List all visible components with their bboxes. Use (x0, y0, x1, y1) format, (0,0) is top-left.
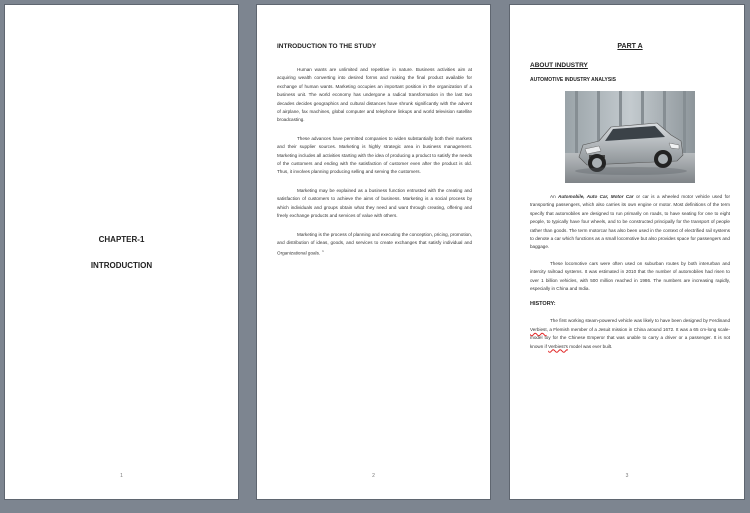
paragraph-text: Marketing is the process of planning and executing the conception, pricing, promotion, and distribution of ideas, goods, and services to create exchanges that satisfy individual and Organizational goals. (277, 231, 472, 256)
paragraph (530, 193, 730, 252)
subsection-heading: AUTOMOTIVE INDUSTRY ANALYSIS (530, 77, 616, 83)
chapter-label: CHAPTER-1 (98, 235, 145, 244)
paragraph-lead: An (550, 194, 559, 199)
paragraph-text: model was ever built. (567, 343, 613, 349)
paragraph-text: , a Flemish member of a Jesuit mission in China around 1672. It was a 65 cm-long scale-model toy for the Chinese Emperor that was unable to carry a driver or a passenger. It is not known if (530, 326, 730, 349)
page-number: 1 (120, 473, 123, 479)
page-2 (256, 4, 491, 500)
paragraph-text: or car is a wheeled motor vehicle used for transporting passengers, which also carries its own engine or motor. Most definitions of the term specify that automobiles are designed to run primarily on roads, to have seating for one to eight people, to typically have four wheels, and to be constructed principally for the transport of people rather than goods. The term motorcar has also been used in the context of electrified rail systems to denote a car which functions as a small locomotive but also provides space for passengers and baggage. (530, 194, 730, 250)
chapter-heading (5, 227, 238, 279)
car-photo-icon (565, 91, 695, 183)
paragraph (277, 231, 472, 259)
paragraph (530, 317, 730, 351)
page-number: 2 (372, 473, 375, 479)
paragraph-text: The first working steam-powered vehicle was likely to have been designed by Ferdinand (550, 318, 730, 324)
paragraph: Marketing may be explained as a business function entrusted with the creating and satisfaction of customers to achieve the aims of business. Marketing is a social process by which individuals and groups obtain what they need and want through creating, offering and freely exchange products and services of value with others. (277, 187, 472, 219)
spellcheck-word: Verbiest (530, 326, 547, 332)
footnote-marker: 1 (322, 249, 324, 254)
part-heading: PART A (617, 43, 643, 50)
section-heading: INTRODUCTION TO THE STUDY (277, 43, 377, 50)
page-3 (509, 4, 745, 500)
spellcheck-word: Verbiest's (548, 343, 568, 349)
page-number: 3 (625, 473, 629, 479)
chapter-title: INTRODUCTION (90, 261, 153, 270)
history-heading: HISTORY: (530, 301, 556, 308)
paragraph: These locomotive cars were often used on suburban routes by both interurban and intercity railroad systems. It was estimated in 2010 that the number of automobiles had risen to over 1 billion vehicles, with 500 million reached in 1986. The numbers are increasing rapidly, especially in China and India. (530, 260, 730, 292)
paragraph: Human wants are unlimited and repetitive in nature. Business activities aim at acquiring wealth converting into desired forms and making the final product available for exchange of human wants. Marketing occupies an important position in the organization of a business unit. The world economy has undergone a radical transformation in the last two decades decides geographics and cultural distances have shrunk significantly with the advent of airplane, fax machines, global computer and telephone linkups and world television satellite broadcasting. (277, 67, 472, 123)
emphasized-terms: Automobile, Auto Car, Motor Car (558, 194, 634, 199)
paragraph: These advances have permitted companies to widen substantially both their markets and their supplier sources. Marketing is highly strategic area in business management. Marketing includes all activities starting with the idea of producing a product to satisfy the needs of the customers and ending with the satisfaction of customer even after the product is old. Thus, it involves planning producing selling and serving the customers. (277, 135, 472, 175)
page-1 (4, 4, 239, 500)
page-body (277, 43, 472, 268)
section-heading: ABOUT INDUSTRY (530, 62, 588, 69)
page-body (530, 43, 730, 359)
